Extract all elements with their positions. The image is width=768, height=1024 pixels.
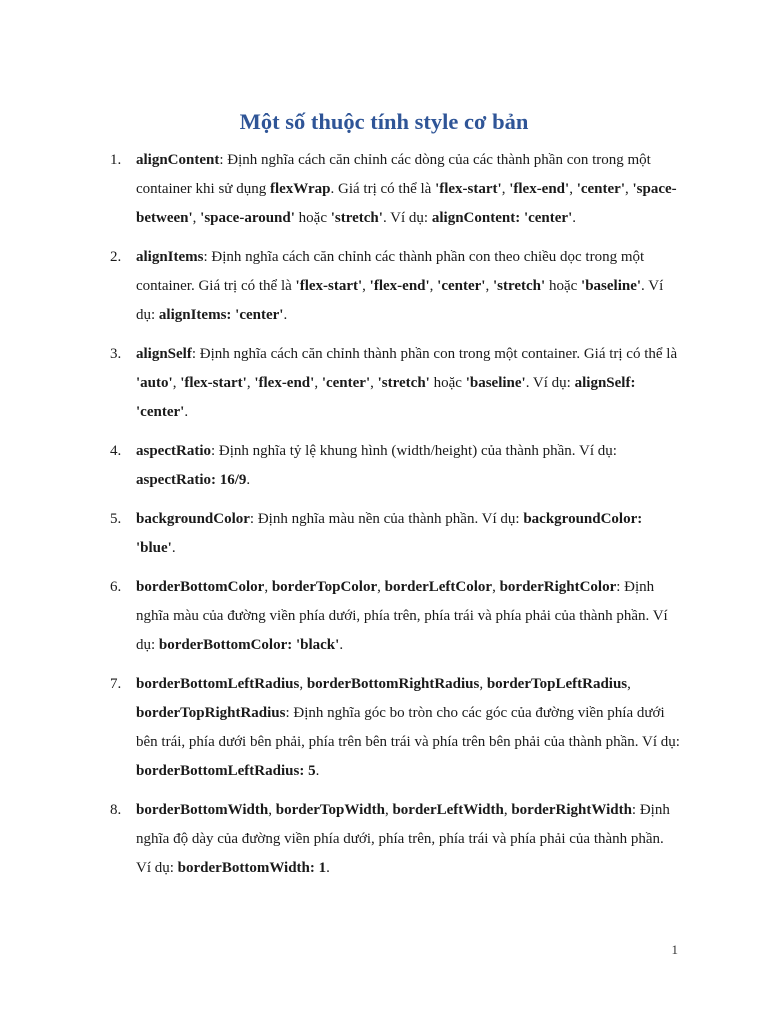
list-item-number: 6.: [110, 579, 122, 595]
description-text: ,: [384, 802, 393, 818]
property-name: borderTopLeftRadius: [486, 676, 628, 692]
property-name: 'flex-start': [180, 375, 247, 391]
list-item: [0, 437, 768, 495]
description-text: .: [246, 472, 251, 488]
description-text: : Định nghĩa cách căn chỉnh các dòng của các thành phần con trong một container khi sử dụng: [136, 152, 651, 197]
description-text: ,: [627, 676, 631, 692]
property-name: borderRightColor: [499, 579, 617, 595]
description-text: hoặc: [429, 375, 466, 391]
property-name: borderBottomColor: [136, 579, 265, 595]
description-text: hoặc: [545, 278, 582, 294]
property-name: alignItems: [136, 249, 204, 265]
property-name: alignContent: 'center': [431, 210, 573, 226]
property-name: borderBottomWidth: 1: [177, 860, 327, 876]
list-item-number: 8.: [110, 802, 122, 818]
property-name: borderBottomColor: 'black': [158, 637, 340, 653]
description-text: ,: [299, 676, 307, 692]
property-name: 'flex-start': [295, 278, 363, 294]
property-name: 'auto': [136, 375, 173, 391]
description-text: . Ví dụ:: [382, 210, 432, 226]
property-name: 'stretch': [330, 210, 383, 226]
property-name: borderTopWidth: [275, 802, 385, 818]
description-text: ,: [268, 802, 276, 818]
list-item: [0, 796, 768, 883]
description-text: ,: [501, 181, 510, 197]
property-name: alignSelf: 'center': [136, 375, 636, 420]
description-text: : Định nghĩa góc bo tròn cho các góc của đường viền phía dưới bên trái, phía dưới bên phải, phía trên bên trái và phía trên bên phải của thành phần. Ví dụ:: [136, 705, 680, 750]
property-name: alignContent: [136, 152, 220, 168]
description-text: .: [283, 307, 288, 323]
description-text: ,: [377, 579, 385, 595]
description-text: : Định nghĩa cách căn chỉnh các thành phần con theo chiều dọc trong một container. Giá trị có thể là: [136, 249, 645, 294]
list-item: [0, 340, 768, 427]
description-text: : Định nghĩa màu nền của thành phần. Ví dụ:: [249, 511, 524, 527]
description-text: . Ví dụ:: [525, 375, 575, 391]
list-item: [0, 146, 768, 233]
description-text: ,: [503, 802, 512, 818]
description-text: .: [184, 404, 189, 420]
description-text: hoặc: [294, 210, 331, 226]
property-name: 'center': [321, 375, 371, 391]
property-name: borderLeftColor: [384, 579, 493, 595]
property-name: borderBottomLeftRadius: [136, 676, 300, 692]
list-item-number: 2.: [110, 249, 122, 265]
list-item-number: 7.: [110, 676, 122, 692]
description-text: ,: [492, 579, 500, 595]
description-text: ,: [172, 375, 181, 391]
description-text: . Giá trị có thể là: [330, 181, 436, 197]
property-name: backgroundColor: [136, 511, 250, 527]
property-name: 'flex-end': [369, 278, 430, 294]
property-name: 'space-around': [200, 210, 295, 226]
description-text: .: [171, 540, 176, 556]
description-text: ,: [569, 181, 577, 197]
property-name: 'space-between': [136, 181, 677, 226]
description-text: ,: [192, 210, 201, 226]
property-name: 'center': [437, 278, 486, 294]
property-name: borderBottomWidth: [136, 802, 269, 818]
property-name: alignItems: 'center': [158, 307, 284, 323]
property-name: borderTopRightRadius: [136, 705, 286, 721]
description-text: .: [315, 763, 320, 779]
list-item: [0, 505, 768, 563]
property-name: aspectRatio: 16/9: [136, 472, 247, 488]
description-text: .: [339, 637, 344, 653]
description-text: : Định nghĩa màu của đường viền phía dưới, phía trên, phía trái và phía phải của thành phần. Ví dụ:: [136, 579, 668, 653]
property-name: borderLeftWidth: [392, 802, 504, 818]
description-text: ,: [362, 278, 370, 294]
list-item: [0, 670, 768, 786]
property-name: aspectRatio: [136, 443, 211, 459]
description-text: ,: [314, 375, 322, 391]
property-name: 'flex-start': [435, 181, 502, 197]
description-text: ,: [479, 676, 487, 692]
property-name: 'baseline': [465, 375, 526, 391]
page-title: Một số thuộc tính style cơ bản: [239, 109, 529, 134]
property-name: 'flex-end': [254, 375, 315, 391]
description-text: ,: [370, 375, 378, 391]
property-name: borderBottomLeftRadius: 5: [136, 763, 316, 779]
property-name: 'center': [576, 181, 626, 197]
description-text: ,: [485, 278, 493, 294]
list-item-number: 1.: [110, 152, 122, 168]
property-name: 'flex-end': [509, 181, 570, 197]
list-item: [0, 243, 768, 330]
description-text: : Định nghĩa cách căn chỉnh thành phần con trong một container. Giá trị có thể là: [191, 346, 678, 362]
property-name: flexWrap: [269, 181, 331, 197]
property-name: 'baseline': [581, 278, 642, 294]
list-item-number: 4.: [110, 443, 122, 459]
property-name: 'stretch': [492, 278, 546, 294]
list-item-number: 3.: [110, 346, 122, 362]
description-text: .: [572, 210, 576, 226]
description-text: . Ví dụ:: [136, 278, 664, 323]
description-text: : Định nghĩa tỷ lệ khung hình (width/height) của thành phần. Ví dụ:: [211, 443, 617, 459]
description-text: ,: [625, 181, 633, 197]
property-name: borderBottomRightRadius: [306, 676, 480, 692]
property-name: borderTopColor: [271, 579, 378, 595]
description-text: .: [326, 860, 330, 876]
description-text: ,: [246, 375, 255, 391]
description-text: : Định nghĩa độ dày của đường viền phía dưới, phía trên, phía trái và phía phải của thành phần. Ví dụ:: [136, 802, 670, 876]
list-item-number: 5.: [110, 511, 122, 527]
property-name: backgroundColor: 'blue': [136, 511, 643, 556]
property-list: [0, 146, 768, 893]
page-number: 1: [671, 942, 678, 957]
property-name: alignSelf: [136, 346, 192, 362]
description-text: ,: [429, 278, 438, 294]
property-name: 'stretch': [377, 375, 430, 391]
description-text: ,: [264, 579, 272, 595]
property-name: borderRightWidth: [511, 802, 632, 818]
list-item: [0, 573, 768, 660]
